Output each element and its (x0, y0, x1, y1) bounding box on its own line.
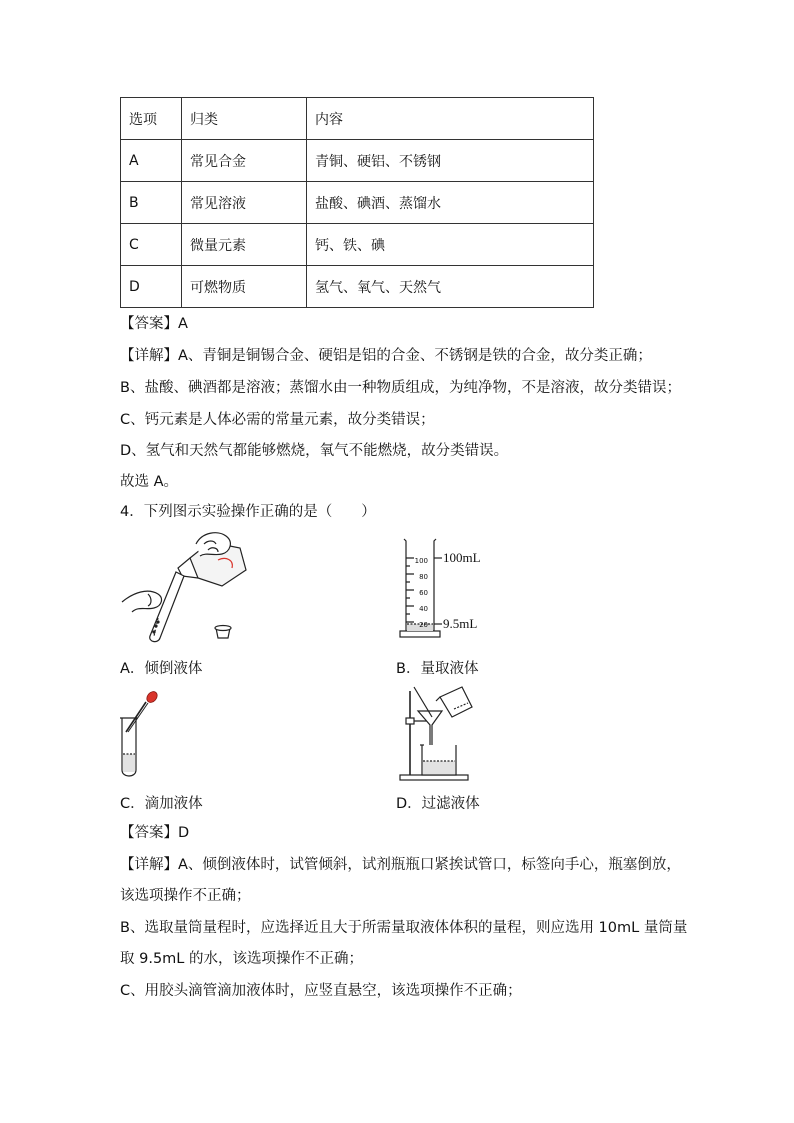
table-cell: 常见溶液 (182, 182, 307, 224)
cylinder-tick-labels (414, 553, 428, 633)
table-cell: 常见合金 (182, 140, 307, 182)
q3-explain-line: C、钙元素是人体必需的常量元素，故分类错误； (120, 412, 435, 428)
tick-label: 80 (419, 573, 428, 581)
q4-explain-line: 取 9.5mL 的水，该选项操作不正确； (120, 951, 363, 967)
table-cell: 钙、铁、碘 (307, 224, 594, 266)
table-row (121, 140, 594, 182)
table-row (121, 182, 594, 224)
table-cell: 青铜、硬铝、不锈钢 (307, 140, 594, 182)
dropper-illustration (116, 688, 166, 780)
pouring-liquid-illustration (118, 530, 258, 648)
table-row (121, 224, 594, 266)
q4-explain-line: 【详解】A、倾倒液体时，试管倾斜，试剂瓶瓶口紧挨试管口，标签向手心，瓶塞倒放， (120, 857, 681, 873)
option-c-caption: C．滴加液体 (120, 796, 203, 812)
table-cell: B (121, 182, 182, 224)
table-header-cell: 选项 (121, 98, 182, 140)
table-cell: 可燃物质 (182, 266, 307, 308)
table-cell: 盐酸、碘酒、蒸馏水 (307, 182, 594, 224)
q4-explain-line: B、选取量筒量程时，应选择近且大于所需量取液体体积的量程，则应选用 10mL 量筒量 (120, 920, 688, 936)
filtration-illustration (396, 683, 506, 783)
cylinder-top-label: 100mL (443, 550, 481, 565)
q4-explain-line: C、用胶头滴管滴加液体时，应竖直悬空，该选项操作不正确； (120, 983, 522, 999)
table-row (121, 266, 594, 308)
classification-table (120, 97, 594, 308)
tick-label: 100 (414, 557, 428, 565)
q4-explain-line: 该选项操作不正确； (120, 888, 251, 904)
table-cell: 氢气、氧气、天然气 (307, 266, 594, 308)
table-cell: D (121, 266, 182, 308)
table-cell: A (121, 140, 182, 182)
tick-label: 40 (419, 605, 428, 613)
q4-question: 4．下列图示实验操作正确的是（ ） (120, 504, 376, 520)
option-a-caption: A．倾倒液体 (120, 661, 203, 677)
q3-explain-line: B、盐酸、碘酒都是溶液；蒸馏水由一种物质组成，为纯净物，不是溶液，故分类错误； (120, 380, 681, 396)
option-d-caption: D．过滤液体 (396, 796, 480, 812)
q3-conclusion: 故选 A。 (120, 474, 179, 490)
table-cell: C (121, 224, 182, 266)
option-b-caption: B．量取液体 (396, 661, 479, 677)
tick-label: 20 (419, 621, 428, 629)
table-header-cell: 内容 (307, 98, 594, 140)
q4-answer: 【答案】D (120, 825, 190, 841)
q3-explain-line: D、氢气和天然气都能够燃烧，氧气不能燃烧，故分类错误。 (120, 443, 509, 459)
cylinder-level-label: 9.5mL (443, 616, 478, 631)
q3-explain-line: 【详解】A、青铜是铜锡合金、硬铝是铝的合金、不锈钢是铁的合金，故分类正确； (120, 348, 652, 364)
table-cell: 微量元素 (182, 224, 307, 266)
table-header-cell: 归类 (182, 98, 307, 140)
q3-answer: 【答案】A (120, 316, 188, 332)
table-header-row (121, 98, 594, 140)
tick-label: 60 (419, 589, 428, 597)
